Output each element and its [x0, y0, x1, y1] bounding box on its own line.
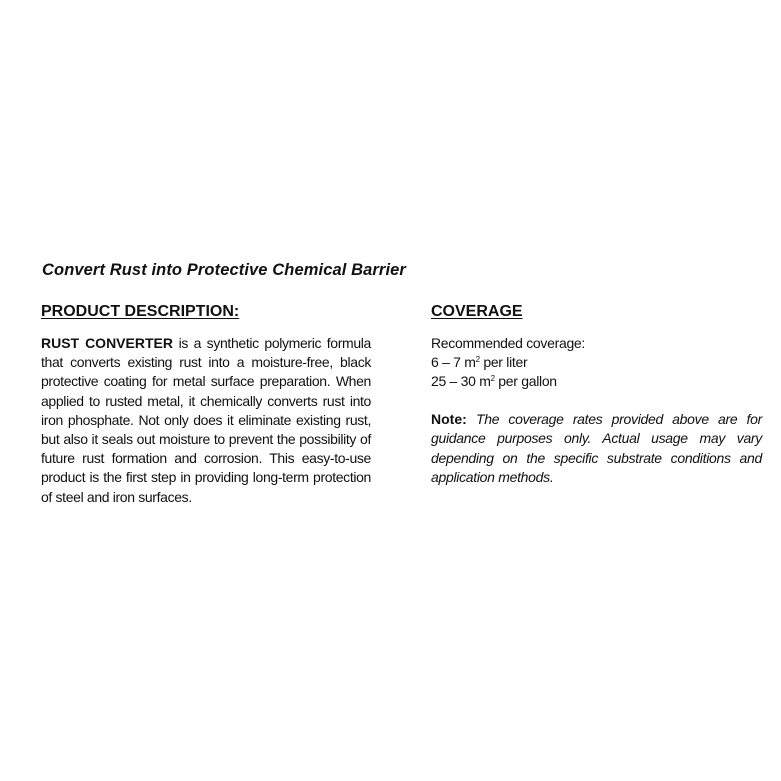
product-description-body: is a synthetic polymeric formula that converts existing rust into a moisture-free, black protective coating for metal surface preparation. When applied to rusted metal, it chemically converts rust into iron phosphate. Not only does it eliminate existing rust, but also it seals out moisture to prevent the possibility of future rust formation and corrosion. This easy-to-use product is the first step in providing long-term protection of steel and iron surfaces. — [41, 335, 371, 505]
coverage-intro: Recommended coverage: — [431, 335, 586, 351]
product-description-text — [41, 334, 371, 507]
note-label: Note: — [431, 411, 467, 427]
coverage-rate-liter: 6 – 7 $m^2$ per liter — [431, 354, 528, 370]
coverage-rates — [431, 334, 585, 391]
note-text: The coverage rates provided above are for guidance purposes only. Actual usage may vary depending on the specific substrate conditions and application methods. — [431, 411, 762, 485]
tagline-heading: Convert Rust into Protective Chemical Barrier — [42, 261, 406, 279]
coverage-heading: COVERAGE — [431, 303, 523, 320]
coverage-rate-gallon: 25 – 30 $m^2$ per gallon — [431, 373, 557, 389]
product-brand-name: RUST CONVERTER — [41, 335, 173, 351]
coverage-note — [431, 410, 762, 487]
product-description-heading: PRODUCT DESCRIPTION: — [41, 303, 240, 320]
